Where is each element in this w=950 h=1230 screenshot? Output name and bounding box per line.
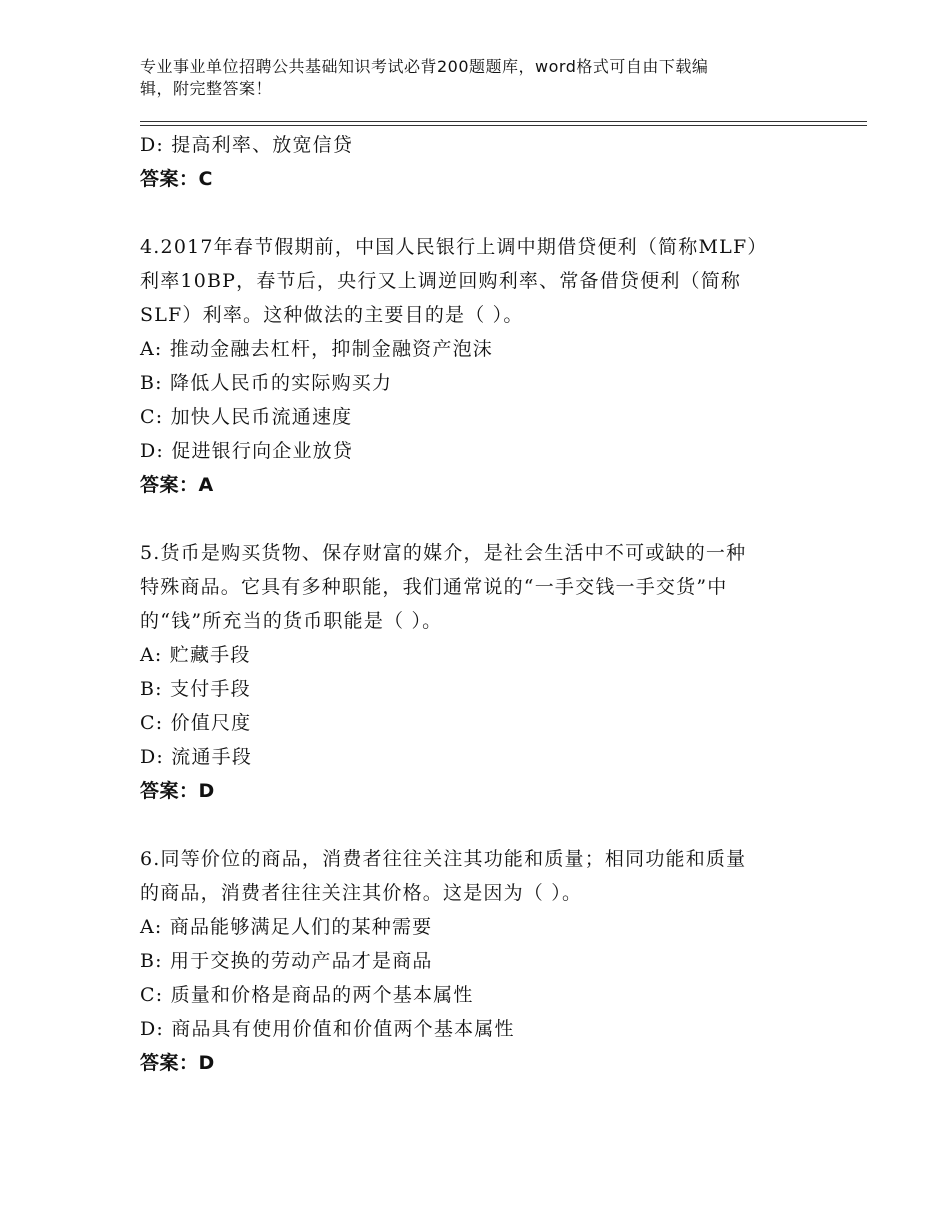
option-d: D: 流通手段 — [140, 746, 253, 768]
question-stem — [140, 536, 820, 638]
header-rule-bottom — [140, 125, 867, 126]
option-c: C: 加快人民币流通速度 — [140, 406, 353, 428]
option-c: C: 质量和价格是商品的两个基本属性 — [140, 984, 474, 1006]
question-stem — [140, 842, 820, 910]
question-stem-line: 的“钱”所充当的货币职能是（ ）。 — [140, 610, 443, 632]
question-stem-line: 的商品，消费者往往关注其价格。这是因为（ ）。 — [140, 882, 583, 904]
question-stem-line: 特殊商品。它具有多种职能，我们通常说的“一手交钱一手交货”中 — [140, 576, 728, 598]
header-text-line-2: 辑，附完整答案！ — [140, 79, 273, 98]
question-6 — [140, 842, 820, 1080]
option-b: B: 用于交换的劳动产品才是商品 — [140, 950, 433, 972]
header-text-line-1: 专业事业单位招聘公共基础知识考试必背200题题库，word格式可自由下载编 — [140, 57, 709, 76]
option-a: A: 商品能够满足人们的某种需要 — [140, 916, 433, 938]
answer-line: 答案：C — [140, 168, 213, 190]
question-5 — [140, 536, 820, 808]
option-b: B: 降低人民币的实际购买力 — [140, 372, 393, 394]
question-stem-line: 6.同等价位的商品，消费者往往关注其功能和质量；相同功能和质量 — [140, 848, 747, 870]
option-c: C: 价值尺度 — [140, 712, 252, 734]
question-stem-line: SLF）利率。这种做法的主要目的是（ ）。 — [140, 304, 524, 326]
option-d: D: 促进银行向企业放贷 — [140, 440, 354, 462]
header-rule-top — [140, 121, 867, 122]
option-a: A: 贮藏手段 — [140, 644, 251, 666]
option-b: B: 支付手段 — [140, 678, 251, 700]
answer-line: 答案：D — [140, 780, 215, 802]
spacer — [140, 196, 820, 230]
page-header — [140, 56, 800, 100]
spacer — [140, 502, 820, 536]
question-4 — [140, 230, 820, 502]
question-stem-line: 5.货币是购买货物、保存财富的媒介，是社会生活中不可或缺的一种 — [140, 542, 747, 564]
document-body — [140, 128, 820, 1080]
option-a: A: 推动金融去杠杆，抑制金融资产泡沫 — [140, 338, 493, 360]
question-stem-line: 4.2017年春节假期前，中国人民银行上调中期借贷便利（简称MLF） — [140, 236, 768, 258]
question-stem-line: 利率10BP，春节后，央行又上调逆回购利率、常备借贷便利（简称 — [140, 270, 742, 292]
option-d: D: 商品具有使用价值和价值两个基本属性 — [140, 1018, 515, 1040]
option-d: D: 提高利率、放宽信贷 — [140, 134, 354, 156]
question-stem — [140, 230, 820, 332]
answer-line: 答案：A — [140, 474, 214, 496]
spacer — [140, 808, 820, 842]
answer-line: 答案：D — [140, 1052, 215, 1074]
